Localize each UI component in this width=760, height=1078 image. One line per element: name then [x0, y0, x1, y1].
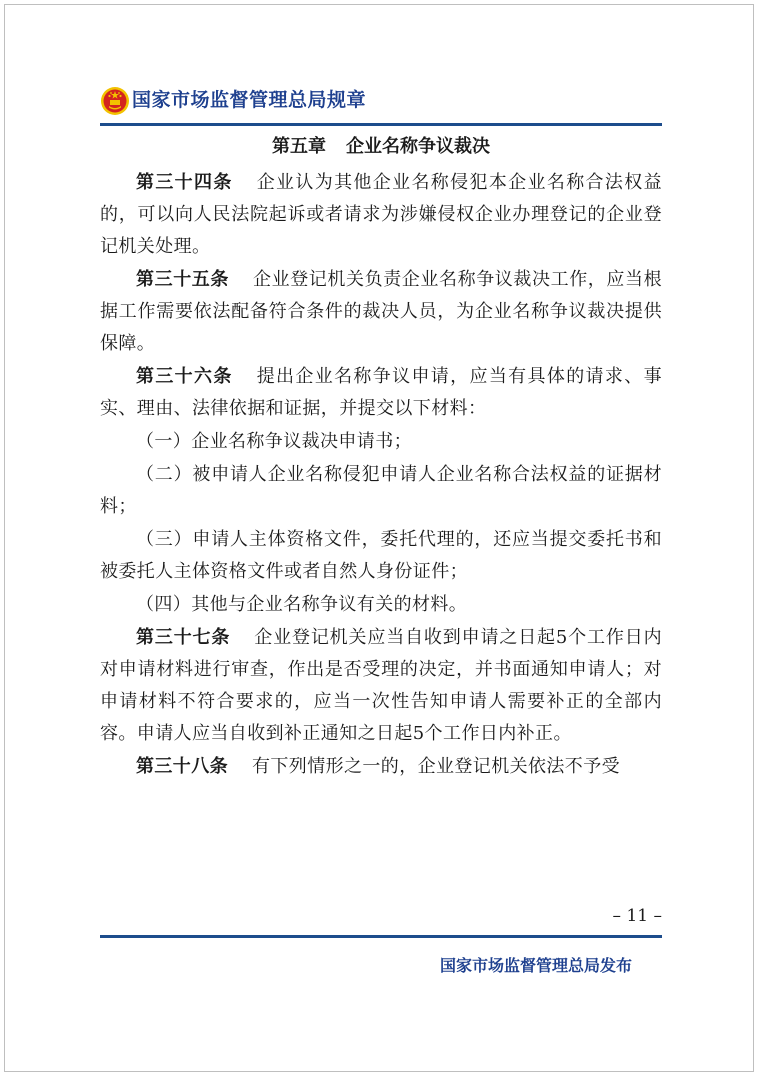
article-number: 第三十五条: [136, 269, 229, 290]
list-item-text: （二）被申请人企业名称侵犯申请人企业名称合法权益的证据材料；: [100, 464, 662, 517]
article-text: 提出企业名称争议申请，应当有具体的请求、事实、理由、法律依据和证据，并提交以下材料：: [100, 366, 662, 419]
document-body: [100, 133, 662, 784]
footer-divider: [100, 935, 662, 938]
chapter-number: 第五章: [272, 136, 326, 157]
chapter-title: [100, 133, 662, 161]
list-item-text: （四）其他与企业名称争议有关的材料。: [136, 594, 468, 615]
list-item-paragraph: [100, 524, 662, 588]
list-item-paragraph: [100, 459, 662, 523]
article-number: 第三十八条: [136, 756, 228, 777]
chapter-name: 企业名称争议裁决: [346, 136, 490, 157]
article-paragraph: [100, 751, 662, 783]
footer-publisher: 国家市场监督管理总局发布: [439, 956, 632, 975]
list-item-paragraph: [100, 589, 662, 621]
article-text: 企业登记机关负责企业名称争议裁决工作，应当根据工作需要依法配备符合条件的裁决人员，为企业名称争议裁决提供保障。: [100, 269, 662, 354]
article-number: 第三十六条: [136, 366, 233, 387]
article-paragraph: [100, 361, 662, 425]
article-paragraph: [100, 622, 662, 750]
page-header: [100, 84, 662, 122]
article-paragraph: [100, 167, 662, 263]
article-text: 企业认为其他企业名称侵犯本企业名称合法权益的，可以向人民法院起诉或者请求为涉嫌侵权企业办理登记的企业登记机关处理。: [100, 172, 662, 257]
header-divider: [100, 123, 662, 126]
header-title: 国家市场监督管理总局规章: [132, 89, 367, 111]
article-text: 企业登记机关应当自收到申请之日起5个工作日内对申请材料进行审查，作出是否受理的决定，并书面通知申请人；对申请材料不符合要求的，应当一次性告知申请人需要补正的全部内容。申请人应当自收到补正通知之日起5个工作日内补正。: [100, 627, 663, 744]
list-item-text: （一）企业名称争议裁决申请书；: [136, 431, 412, 452]
article-number: 第三十七条: [136, 627, 231, 648]
national-emblem-icon: [100, 86, 130, 116]
article-paragraph: [100, 264, 662, 360]
list-item-paragraph: [100, 426, 662, 458]
list-item-text: （三）申请人主体资格文件，委托代理的，还应当提交委托书和被委托人主体资格文件或者自然人身份证件；: [100, 529, 662, 582]
article-text: 有下列情形之一的，企业登记机关依法不予受: [252, 756, 620, 777]
article-number: 第三十四条: [136, 172, 233, 193]
page-number: – 11 –: [612, 906, 662, 926]
